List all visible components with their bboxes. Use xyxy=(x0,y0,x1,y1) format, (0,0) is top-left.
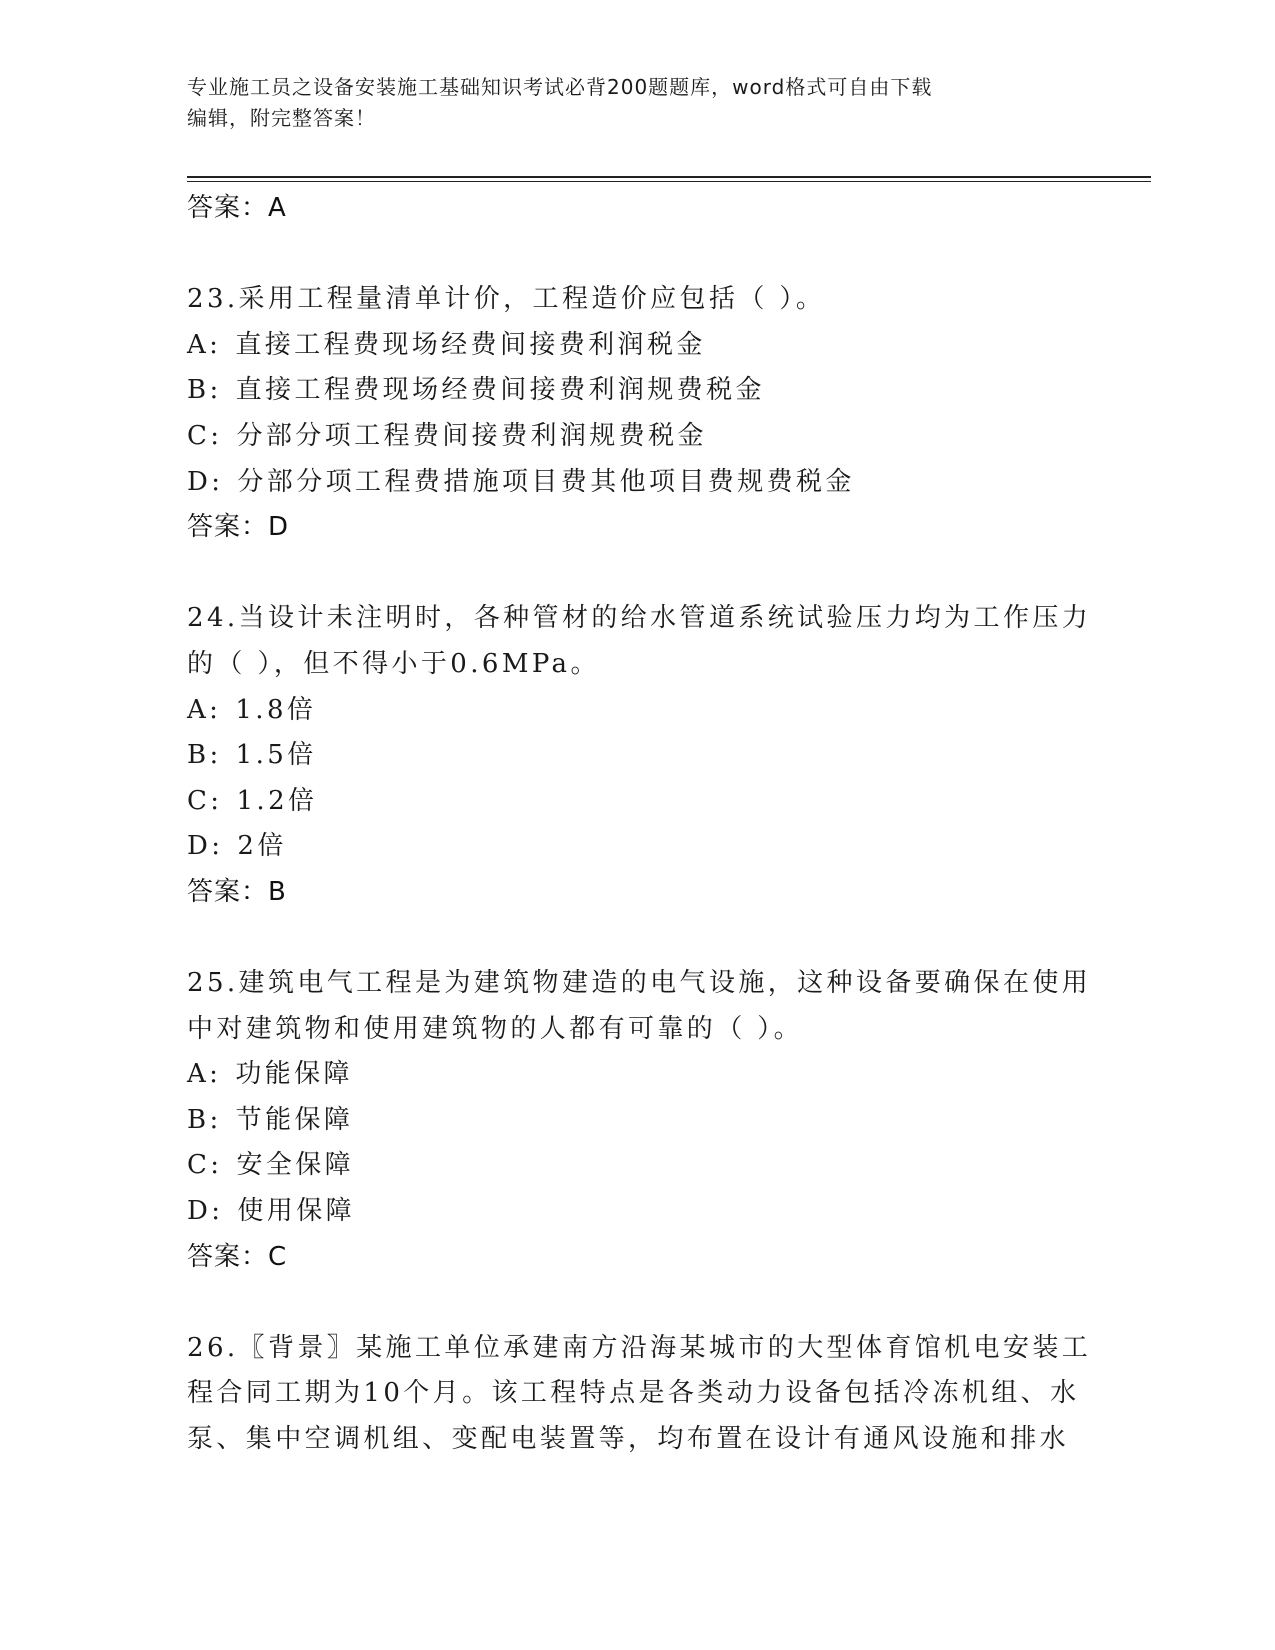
question-25-answer: 答案：C xyxy=(187,1241,288,1272)
option-text: 安全保障 xyxy=(236,1150,355,1181)
option-letter: D: xyxy=(187,831,224,862)
question-23-option-d xyxy=(187,460,1087,506)
question-25-option-a xyxy=(187,1052,1087,1098)
option-text: 功能保障 xyxy=(235,1059,353,1090)
option-text: 2倍 xyxy=(237,831,287,862)
question-25-option-b xyxy=(187,1098,1087,1144)
header-divider-thin xyxy=(187,181,1151,182)
question-25 xyxy=(187,961,1092,1280)
option-letter: A: xyxy=(187,329,222,360)
option-text: 分部分项工程费措施项目费其他项目费规费税金 xyxy=(237,466,855,497)
question-24-answer: 答案：B xyxy=(187,876,287,907)
header-line-2: 编辑，附完整答案！ xyxy=(187,106,376,130)
question-23-answer: 答案：D xyxy=(187,512,290,543)
question-26-text-line-3: 泵、集中空调机组、变配电装置等，均布置在设计有通风设施和排水 xyxy=(187,1424,1070,1455)
header-line-1: 专业施工员之设备安装施工基础知识考试必背200题题库，word格式可自由下载 xyxy=(187,75,933,99)
question-24-text-line-2: 的（ ），但不得小于0.6MPa。 xyxy=(187,648,600,679)
option-text: 1.8倍 xyxy=(235,694,317,725)
option-letter: A: xyxy=(187,1059,222,1090)
header-divider-thick xyxy=(187,176,1151,178)
question-25-text-line-2: 中对建筑物和使用建筑物的人都有可靠的（ ）。 xyxy=(187,1013,804,1044)
question-23-option-a xyxy=(187,323,1087,369)
spacer xyxy=(187,916,1087,962)
option-text: 直接工程费现场经费间接费利润规费税金 xyxy=(235,375,765,406)
option-letter: C: xyxy=(187,1150,223,1181)
answer-prev: 答案：A xyxy=(187,193,287,223)
option-letter: B: xyxy=(187,375,222,406)
option-letter: B: xyxy=(187,740,222,771)
question-24-option-d xyxy=(187,824,1087,870)
spacer xyxy=(187,1280,1087,1326)
question-25-text-line-1: 25.建筑电气工程是为建筑物建造的电气设施，这种设备要确保在使用 xyxy=(187,968,1092,999)
question-24-option-c xyxy=(187,779,1087,825)
spacer xyxy=(187,551,1087,597)
question-25-option-d xyxy=(187,1189,1087,1235)
question-26 xyxy=(187,1326,1092,1463)
question-26-text-line-2: 程合同工期为10个月。该工程特点是各类动力设备包括冷冻机组、水 xyxy=(187,1378,1080,1409)
question-23-option-b xyxy=(187,368,1087,414)
spacer xyxy=(187,232,1087,278)
option-text: 使用保障 xyxy=(237,1196,356,1227)
option-text: 1.2倍 xyxy=(236,785,318,816)
question-24-option-b xyxy=(187,733,1087,779)
question-24-text-line-1: 24.当设计未注明时，各种管材的给水管道系统试验压力均为工作压力 xyxy=(187,603,1092,634)
option-letter: C: xyxy=(187,785,223,816)
question-26-text-line-1: 26.〖背景〗某施工单位承建南方沿海某城市的大型体育馆机电安装工 xyxy=(187,1332,1092,1363)
option-text: 分部分项工程费间接费利润规费税金 xyxy=(236,420,707,451)
question-24 xyxy=(187,596,1092,915)
option-text: 节能保障 xyxy=(235,1104,354,1135)
option-letter: D: xyxy=(187,1196,224,1227)
option-text: 1.5倍 xyxy=(235,740,317,771)
question-23 xyxy=(187,277,1087,551)
question-23-text: 23.采用工程量清单计价，工程造价应包括（ ）。 xyxy=(187,284,826,315)
option-letter: D: xyxy=(187,466,224,497)
question-23-option-c xyxy=(187,414,1087,460)
option-letter: A: xyxy=(187,694,222,725)
question-24-option-a xyxy=(187,688,1087,734)
question-25-option-c xyxy=(187,1143,1087,1189)
document-body xyxy=(187,186,1092,1463)
option-text: 直接工程费现场经费间接费利润税金 xyxy=(235,329,706,360)
option-letter: B: xyxy=(187,1104,222,1135)
document-header xyxy=(187,72,1067,134)
option-letter: C: xyxy=(187,420,223,451)
